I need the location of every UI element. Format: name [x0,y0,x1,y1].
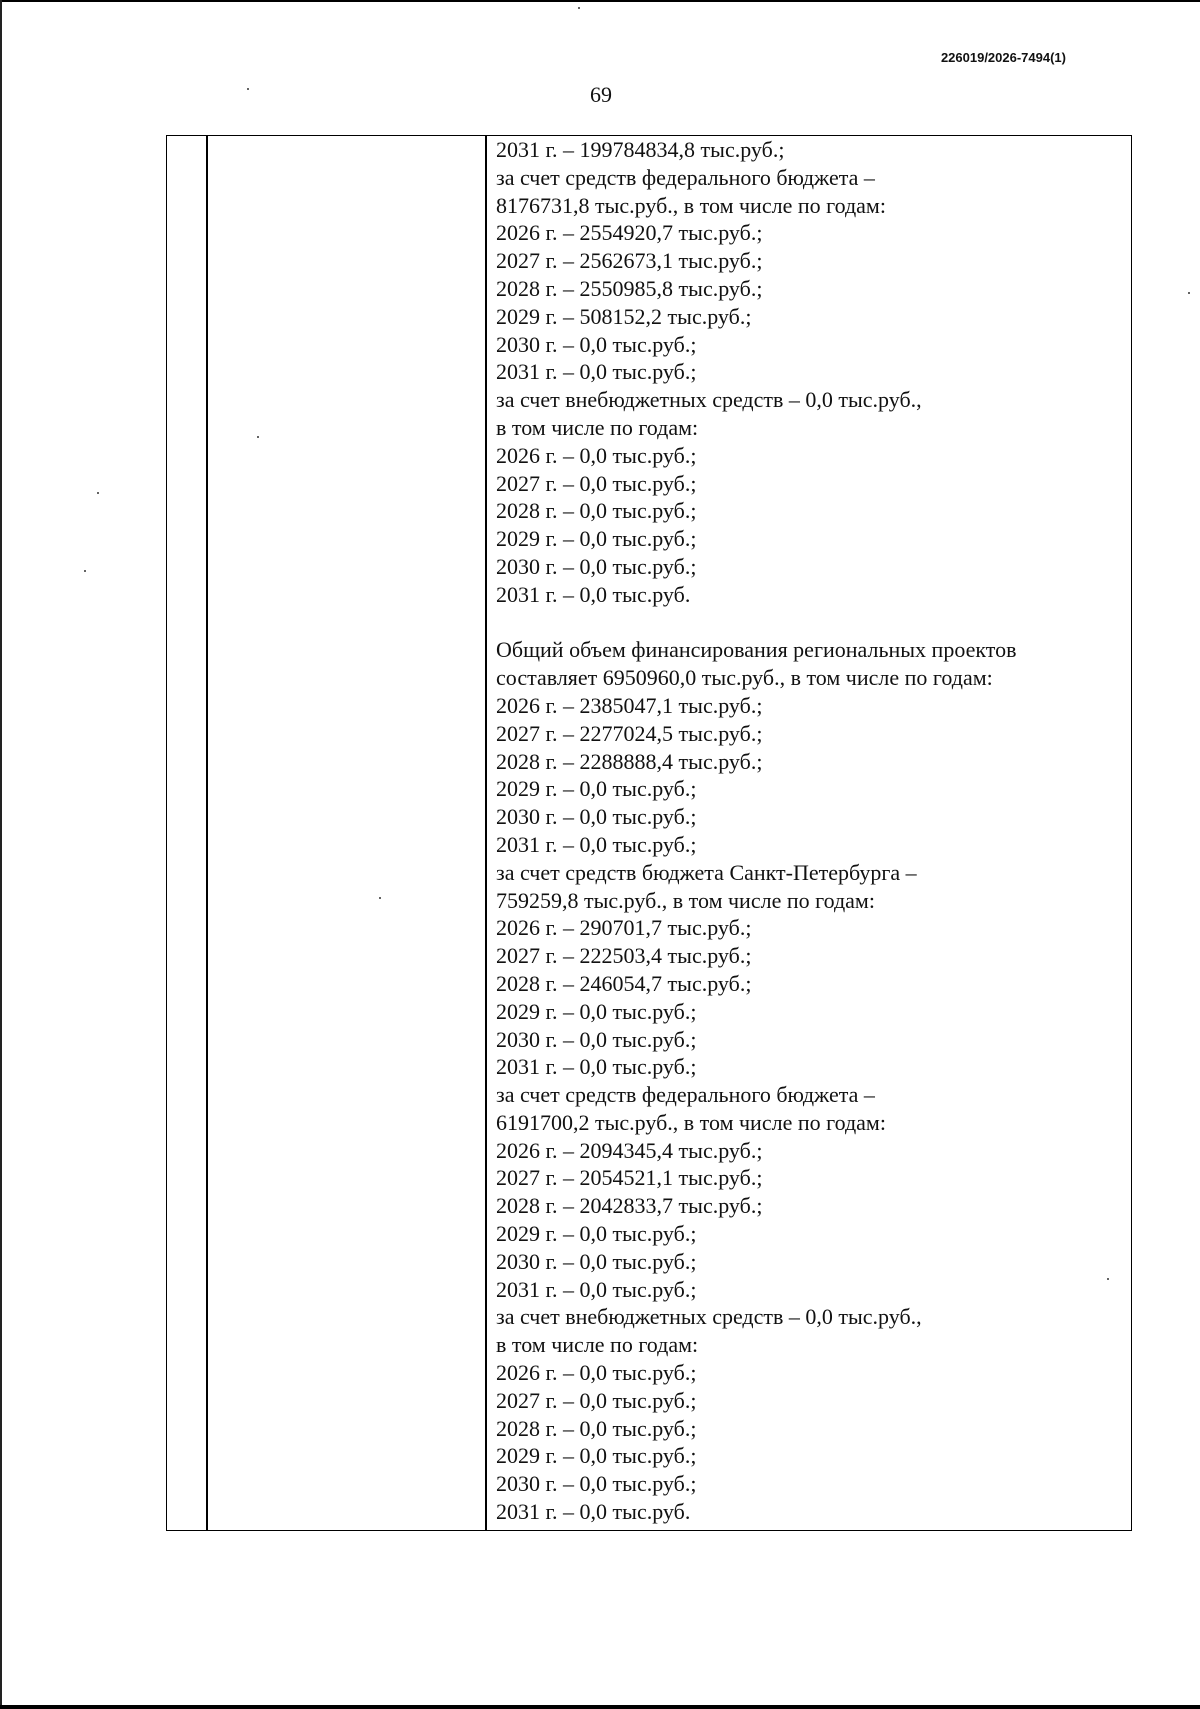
text-line: 2028 г. – 0,0 тыс.руб.; [496,1415,697,1441]
scan-speck [379,897,381,899]
text-line: в том числе по годам: [496,1332,699,1358]
scan-speck [97,492,99,494]
text-line: 2029 г. – 0,0 тыс.руб.; [496,526,697,552]
text-line: 2030 г. – 0,0 тыс.руб.; [496,1026,697,1052]
text-line: 2030 г. – 0,0 тыс.руб.; [496,1248,697,1274]
scan-speck [247,88,249,90]
scan-border-left [0,0,2,1709]
text-line: 2028 г. – 2288888,4 тыс.руб.; [496,748,763,774]
text-line: 2031 г. – 0,0 тыс.руб.; [496,1054,697,1080]
text-line: 2027 г. – 2562673,1 тыс.руб.; [496,248,763,274]
text-line: 2027 г. – 0,0 тыс.руб.; [496,1387,697,1413]
text-line: 759259,8 тыс.руб., в том числе по годам: [496,887,875,913]
text-line: 2029 г. – 0,0 тыс.руб.; [496,998,697,1024]
text-line: 2028 г. – 0,0 тыс.руб.; [496,498,697,524]
text-line: 2026 г. – 2385047,1 тыс.руб.; [496,692,763,718]
text-line: в том числе по годам: [496,414,699,440]
text-line: 2026 г. – 2554920,7 тыс.руб.; [496,220,763,246]
text-line: 2027 г. – 2277024,5 тыс.руб.; [496,720,763,746]
page-number: 69 [590,82,612,107]
text-line: 2031 г. – 0,0 тыс.руб. [496,581,691,607]
table-column-divider-2 [485,135,487,1531]
text-line: 2031 г. – 0,0 тыс.руб.; [496,831,697,857]
text-line: 2031 г. – 199784834,8 тыс.руб.; [496,137,785,162]
text-line: Общий объем финансирования региональных проектов [496,637,1017,663]
text-line: 2030 г. – 0,0 тыс.руб.; [496,553,697,579]
table-cell-financing-text [496,136,1126,1526]
text-line: 2028 г. – 2042833,7 тыс.руб.; [496,1193,763,1219]
text-line: 2027 г. – 222503,4 тыс.руб.; [496,943,752,969]
text-line: 8176731,8 тыс.руб., в том числе по годам: [496,192,886,218]
text-line: 2029 г. – 508152,2 тыс.руб.; [496,303,752,329]
text-line: 2029 г. – 0,0 тыс.руб.; [496,1443,697,1469]
scan-border-bottom [0,1705,1200,1709]
scan-speck [1107,1278,1109,1280]
table-column-divider-1 [206,135,208,1531]
text-line: за счет средств бюджета Санкт-Петербурга – [496,859,917,885]
text-line: 2031 г. – 0,0 тыс.руб.; [496,1276,697,1302]
financing-block-2 [496,636,1126,1526]
text-line: 2030 г. – 0,0 тыс.руб.; [496,331,697,357]
text-line: за счет средств федерального бюджета – [496,164,875,190]
text-line: 2031 г. – 0,0 тыс.руб.; [496,359,697,385]
text-line: 6191700,2 тыс.руб., в том числе по годам: [496,1109,886,1135]
scan-border-top [0,0,1200,2]
text-line: 2030 г. – 0,0 тыс.руб.; [496,804,697,830]
text-line: составляет 6950960,0 тыс.руб., в том числе по годам: [496,665,993,691]
text-line: 2028 г. – 246054,7 тыс.руб.; [496,970,752,996]
paragraph-gap [496,609,1126,637]
text-line: 2029 г. – 0,0 тыс.руб.; [496,1221,697,1247]
scan-speck [84,570,86,572]
text-line: 2028 г. – 2550985,8 тыс.руб.; [496,275,763,301]
text-line: 2026 г. – 0,0 тыс.руб.; [496,442,697,468]
scan-speck [578,7,580,9]
text-line: 2029 г. – 0,0 тыс.руб.; [496,776,697,802]
text-line: 2027 г. – 0,0 тыс.руб.; [496,470,697,496]
text-line: 2027 г. – 2054521,1 тыс.руб.; [496,1165,763,1191]
scan-speck [1188,292,1190,294]
text-line: 2030 г. – 0,0 тыс.руб.; [496,1471,697,1497]
text-line: 2031 г. – 0,0 тыс.руб. [496,1499,691,1525]
financing-block-1 [496,136,1126,609]
text-line: за счет внебюджетных средств – 0,0 тыс.руб., [496,1304,922,1330]
text-line: 2026 г. – 2094345,4 тыс.руб.; [496,1137,763,1163]
text-line: за счет внебюджетных средств – 0,0 тыс.руб., [496,387,922,413]
text-line: 2026 г. – 290701,7 тыс.руб.; [496,915,752,941]
scan-speck [257,436,259,438]
text-line: за счет средств федерального бюджета – [496,1082,875,1108]
document-id: 226019/2026-7494(1) [940,50,1066,65]
text-line: 2026 г. – 0,0 тыс.руб.; [496,1360,697,1386]
